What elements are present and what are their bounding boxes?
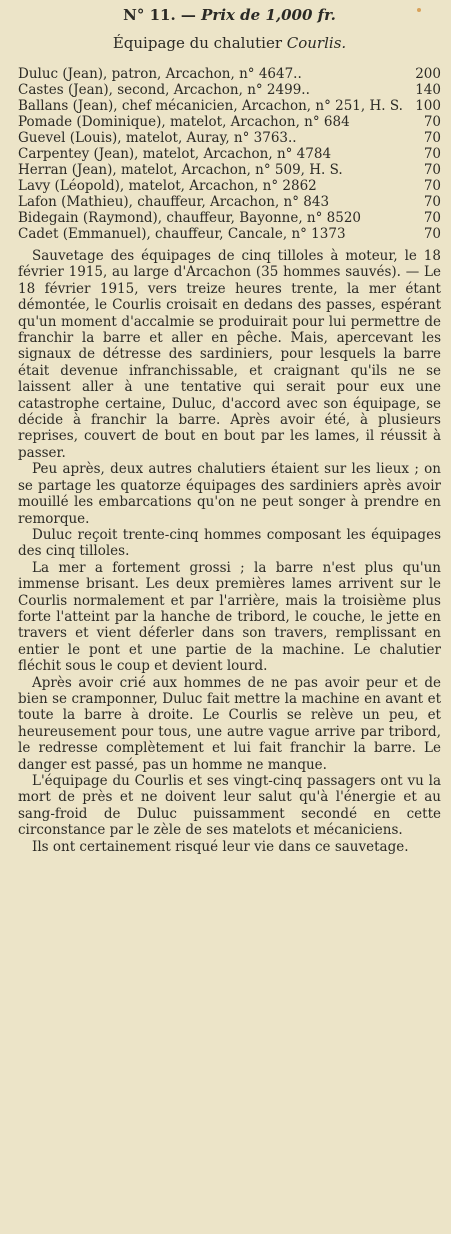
crew-entry-text: Ballans (Jean), chef mécanicien, Arcachon, n° 251, H. S.: [18, 98, 403, 114]
crew-entry: [18, 66, 441, 82]
ship-name: Courlis.: [286, 34, 347, 52]
narrative-paragraph: La mer a fortement grossi ; la barre n'est plus qu'un immense brisant. Les deux premières lames arrivent sur le Courlis normalement et par l'arrière, mais la troisième plus forte l'atteint par la hanche de tribord, le couche, le jette en travers et vient déferler dans son travers, remplissant en entier le pont et une partie de la machine. Le chalutier fléchit sous le coup et devient lourd.: [18, 559, 441, 675]
award-heading: [18, 6, 441, 24]
crew-entry-text: Duluc (Jean), patron, Arcachon, n° 4647..: [18, 66, 302, 82]
crew-entry: [18, 146, 441, 162]
crew-entry-text: Carpentey (Jean), matelot, Arcachon, n° 4784: [18, 146, 332, 162]
crew-entry-text: Guevel (Louis), matelot, Auray, n° 3763..: [18, 130, 297, 146]
crew-title: [18, 34, 441, 52]
narrative-paragraph: Ils ont certainement risqué leur vie dans ce sauvetage.: [32, 838, 409, 855]
crew-entry-text: Lavy (Léopold), matelot, Arcachon, n° 2862: [18, 178, 317, 194]
crew-entry-amount: 70: [423, 210, 441, 226]
rescue-narrative: [18, 248, 441, 855]
crew-entry: [18, 114, 441, 130]
award-prize: Prix de 1,000 fr.: [201, 6, 336, 24]
ink-spot: [417, 8, 421, 12]
crew-entry-amount: 140: [415, 82, 441, 98]
crew-entry-text: Pomade (Dominique), matelot, Arcachon, n° 684: [18, 114, 350, 130]
crew-entry: [18, 82, 441, 98]
crew-entry-amount: 70: [423, 146, 441, 162]
award-number: N° 11.: [123, 6, 176, 24]
crew-entry: [18, 162, 441, 178]
crew-entry-amount: 70: [423, 130, 441, 146]
narrative-paragraph: Peu après, deux autres chalutiers étaient sur les lieux ; on se partage les quatorze équipages des sardiniers après avoir mouillé les embarcations qu'on ne peut songer à prendre en remorque.: [18, 461, 441, 527]
crew-entry-amount: 100: [415, 98, 441, 114]
crew-entry-amount: 70: [423, 178, 441, 194]
crew-entry-amount: 70: [423, 114, 441, 130]
crew-entry-amount: 70: [423, 162, 441, 178]
crew-entry-amount: 70: [423, 194, 441, 210]
crew-entry: [18, 130, 441, 146]
crew-entry-text: Herran (Jean), matelot, Arcachon, n° 509, H. S.: [18, 162, 343, 178]
crew-entry-amount: 200: [415, 66, 441, 82]
crew-entry-text: Cadet (Emmanuel), chauffeur, Cancale, n° 1373: [18, 226, 346, 242]
crew-title-prefix: Équipage du chalutier: [112, 34, 287, 52]
narrative-paragraph: Duluc reçoit trente-cinq hommes composant les équipages des cinq tilloles.: [18, 526, 441, 560]
crew-entry: [18, 194, 441, 210]
crew-entry-amount: 70: [423, 226, 441, 242]
crew-entry: [18, 98, 441, 114]
crew-entry-text: Castes (Jean), second, Arcachon, n° 2499..: [18, 82, 310, 98]
narrative-paragraph: Sauvetage des équipages de cinq tilloles à moteur, le 18 février 1915, au large d'Arcachon (35 hommes sauvés). — Le 18 février 1915, vers treize heures trente, la mer étant démontée, le Courlis croisait en dedans des passes, espérant qu'un moment d'accalmie se produirait pour lui permettre de franchir la barre et aller en pêche. Mais, apercevant les signaux de détresse des sardiniers, pour lesquels la barre était devenue infranchissable, et craignant qu'ils ne se laissent aller à une tentative qui serait pour eux une catastrophe certaine, Duluc, d'accord avec son équipage, se décide à franchir la barre. Après avoir été, à plusieurs reprises, couvert de bout en bout par les lames, il réussit à passer.: [18, 248, 441, 461]
heading-dash: —: [175, 6, 202, 24]
crew-entry: [18, 210, 441, 226]
crew-entry-text: Lafon (Mathieu), chauffeur, Arcachon, n° 843: [18, 194, 330, 210]
crew-entry-text: Bidegain (Raymond), chauffeur, Bayonne, n° 8520: [18, 210, 361, 226]
narrative-paragraph: Après avoir crié aux hommes de ne pas avoir peur et de bien se cramponner, Duluc fait mettre la machine en avant et toute la barre à droite. Le Courlis se relève un peu, et heureusement pour tous, une autre vague arrive par tribord, le redresse complètement et lui fait franchir la barre. Le danger est passé, pas un homme ne manque.: [18, 674, 441, 773]
crew-entry: [18, 178, 441, 194]
crew-list: [18, 66, 441, 242]
narrative-paragraph: L'équipage du Courlis et ses vingt-cinq passagers ont vu la mort de près et ne doivent leur salut qu'à l'énergie et au sang-froid de Duluc puissamment secondé en cette circonstance par le zèle de ses matelots et mécaniciens.: [18, 773, 441, 839]
crew-entry: [18, 226, 441, 242]
